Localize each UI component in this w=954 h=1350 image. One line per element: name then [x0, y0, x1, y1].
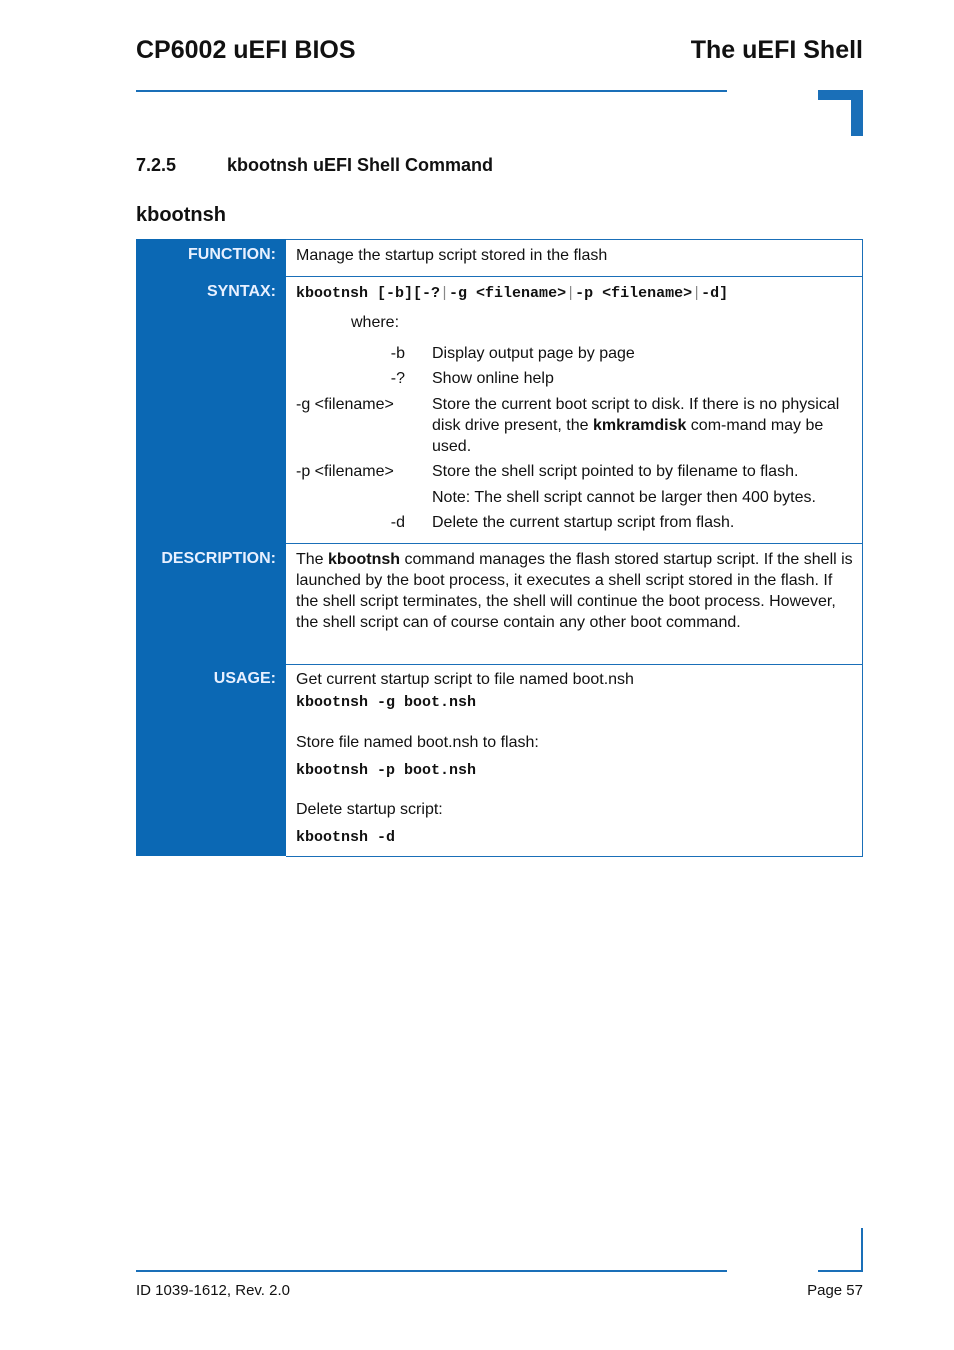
usage-example-text: Delete startup script: [296, 801, 443, 818]
command-table [136, 239, 863, 856]
syntax-separator: | [692, 285, 702, 302]
option-desc-text: Store the current boot script to disk. If there is no physical disk drive present, the [432, 396, 840, 434]
syntax-line [296, 283, 728, 304]
syntax-part: -d] [701, 285, 729, 302]
usage-example-command: kbootnsh -g boot.nsh [296, 694, 477, 711]
section-number: 7.2.5 [136, 155, 177, 175]
usage-example-text: Get current startup script to file named boot.nsh [296, 671, 634, 688]
usage-example-text: Store file named boot.nsh to flash: [296, 734, 539, 751]
description-label: DESCRIPTION: [161, 550, 276, 567]
description-text-part: The [296, 551, 329, 568]
syntax-separator: | [566, 285, 576, 302]
option-desc [432, 394, 852, 457]
syntax-part: kbootnsh [-b][-? [296, 285, 441, 302]
syntax-part: -g <filename> [449, 285, 567, 302]
row-divider [286, 543, 863, 544]
option-flag: -p <filename> [296, 463, 394, 480]
description-text-part: command manages the flash stored startup script. If the shell is launched by the boot process, it executes a shell script stored in the flash. If the shell script terminates, the shell will continue the boot process. However, the shell script can of course contain any other boot command. [296, 551, 853, 631]
option-desc-text: com-mand may be used. [432, 417, 824, 455]
page-number: Page 57 [807, 1282, 863, 1299]
label-column [136, 239, 286, 856]
option-desc: Delete the current startup script from flash. [432, 514, 735, 531]
usage-example-command: kbootnsh -p boot.nsh [296, 762, 477, 779]
syntax-label: SYNTAX: [206, 283, 276, 300]
option-flag: -b [390, 345, 405, 362]
option-flag: -g <filename> [296, 396, 394, 413]
row-divider [286, 276, 863, 277]
option-desc: Store the shell script pointed to by filename to flash. [432, 463, 799, 480]
usage-example-command: kbootnsh -d [296, 829, 396, 846]
document-title: CP6002 uEFI BIOS [136, 36, 356, 64]
option-desc-bold: kmkramdisk [592, 417, 687, 434]
header-corner-mark [818, 90, 863, 136]
row-divider [286, 664, 863, 665]
function-text: Manage the startup script stored in the flash [296, 247, 608, 264]
footer-corner-mark [818, 1228, 863, 1272]
description-command: kbootnsh [328, 551, 401, 568]
option-desc: Display output page by page [432, 345, 635, 362]
option-note: Note: The shell script cannot be larger then 400 bytes. [432, 489, 816, 506]
usage-label: USAGE: [213, 670, 276, 687]
option-desc: Show online help [432, 370, 554, 387]
option-flag: -? [390, 370, 405, 387]
chapter-title: The uEFI Shell [690, 36, 863, 64]
function-label: FUNCTION: [188, 246, 276, 263]
command-heading: kbootnsh [136, 204, 226, 226]
syntax-part: -p <filename> [575, 285, 693, 302]
option-flag: -d [390, 514, 405, 531]
footer-rule [136, 1270, 727, 1272]
section-title: kbootnsh uEFI Shell Command [227, 155, 494, 175]
syntax-separator: | [440, 285, 450, 302]
document-id: ID 1039-1612, Rev. 2.0 [136, 1282, 290, 1299]
header-rule [136, 90, 727, 92]
where-label: where: [351, 314, 400, 331]
description-text [296, 549, 856, 633]
